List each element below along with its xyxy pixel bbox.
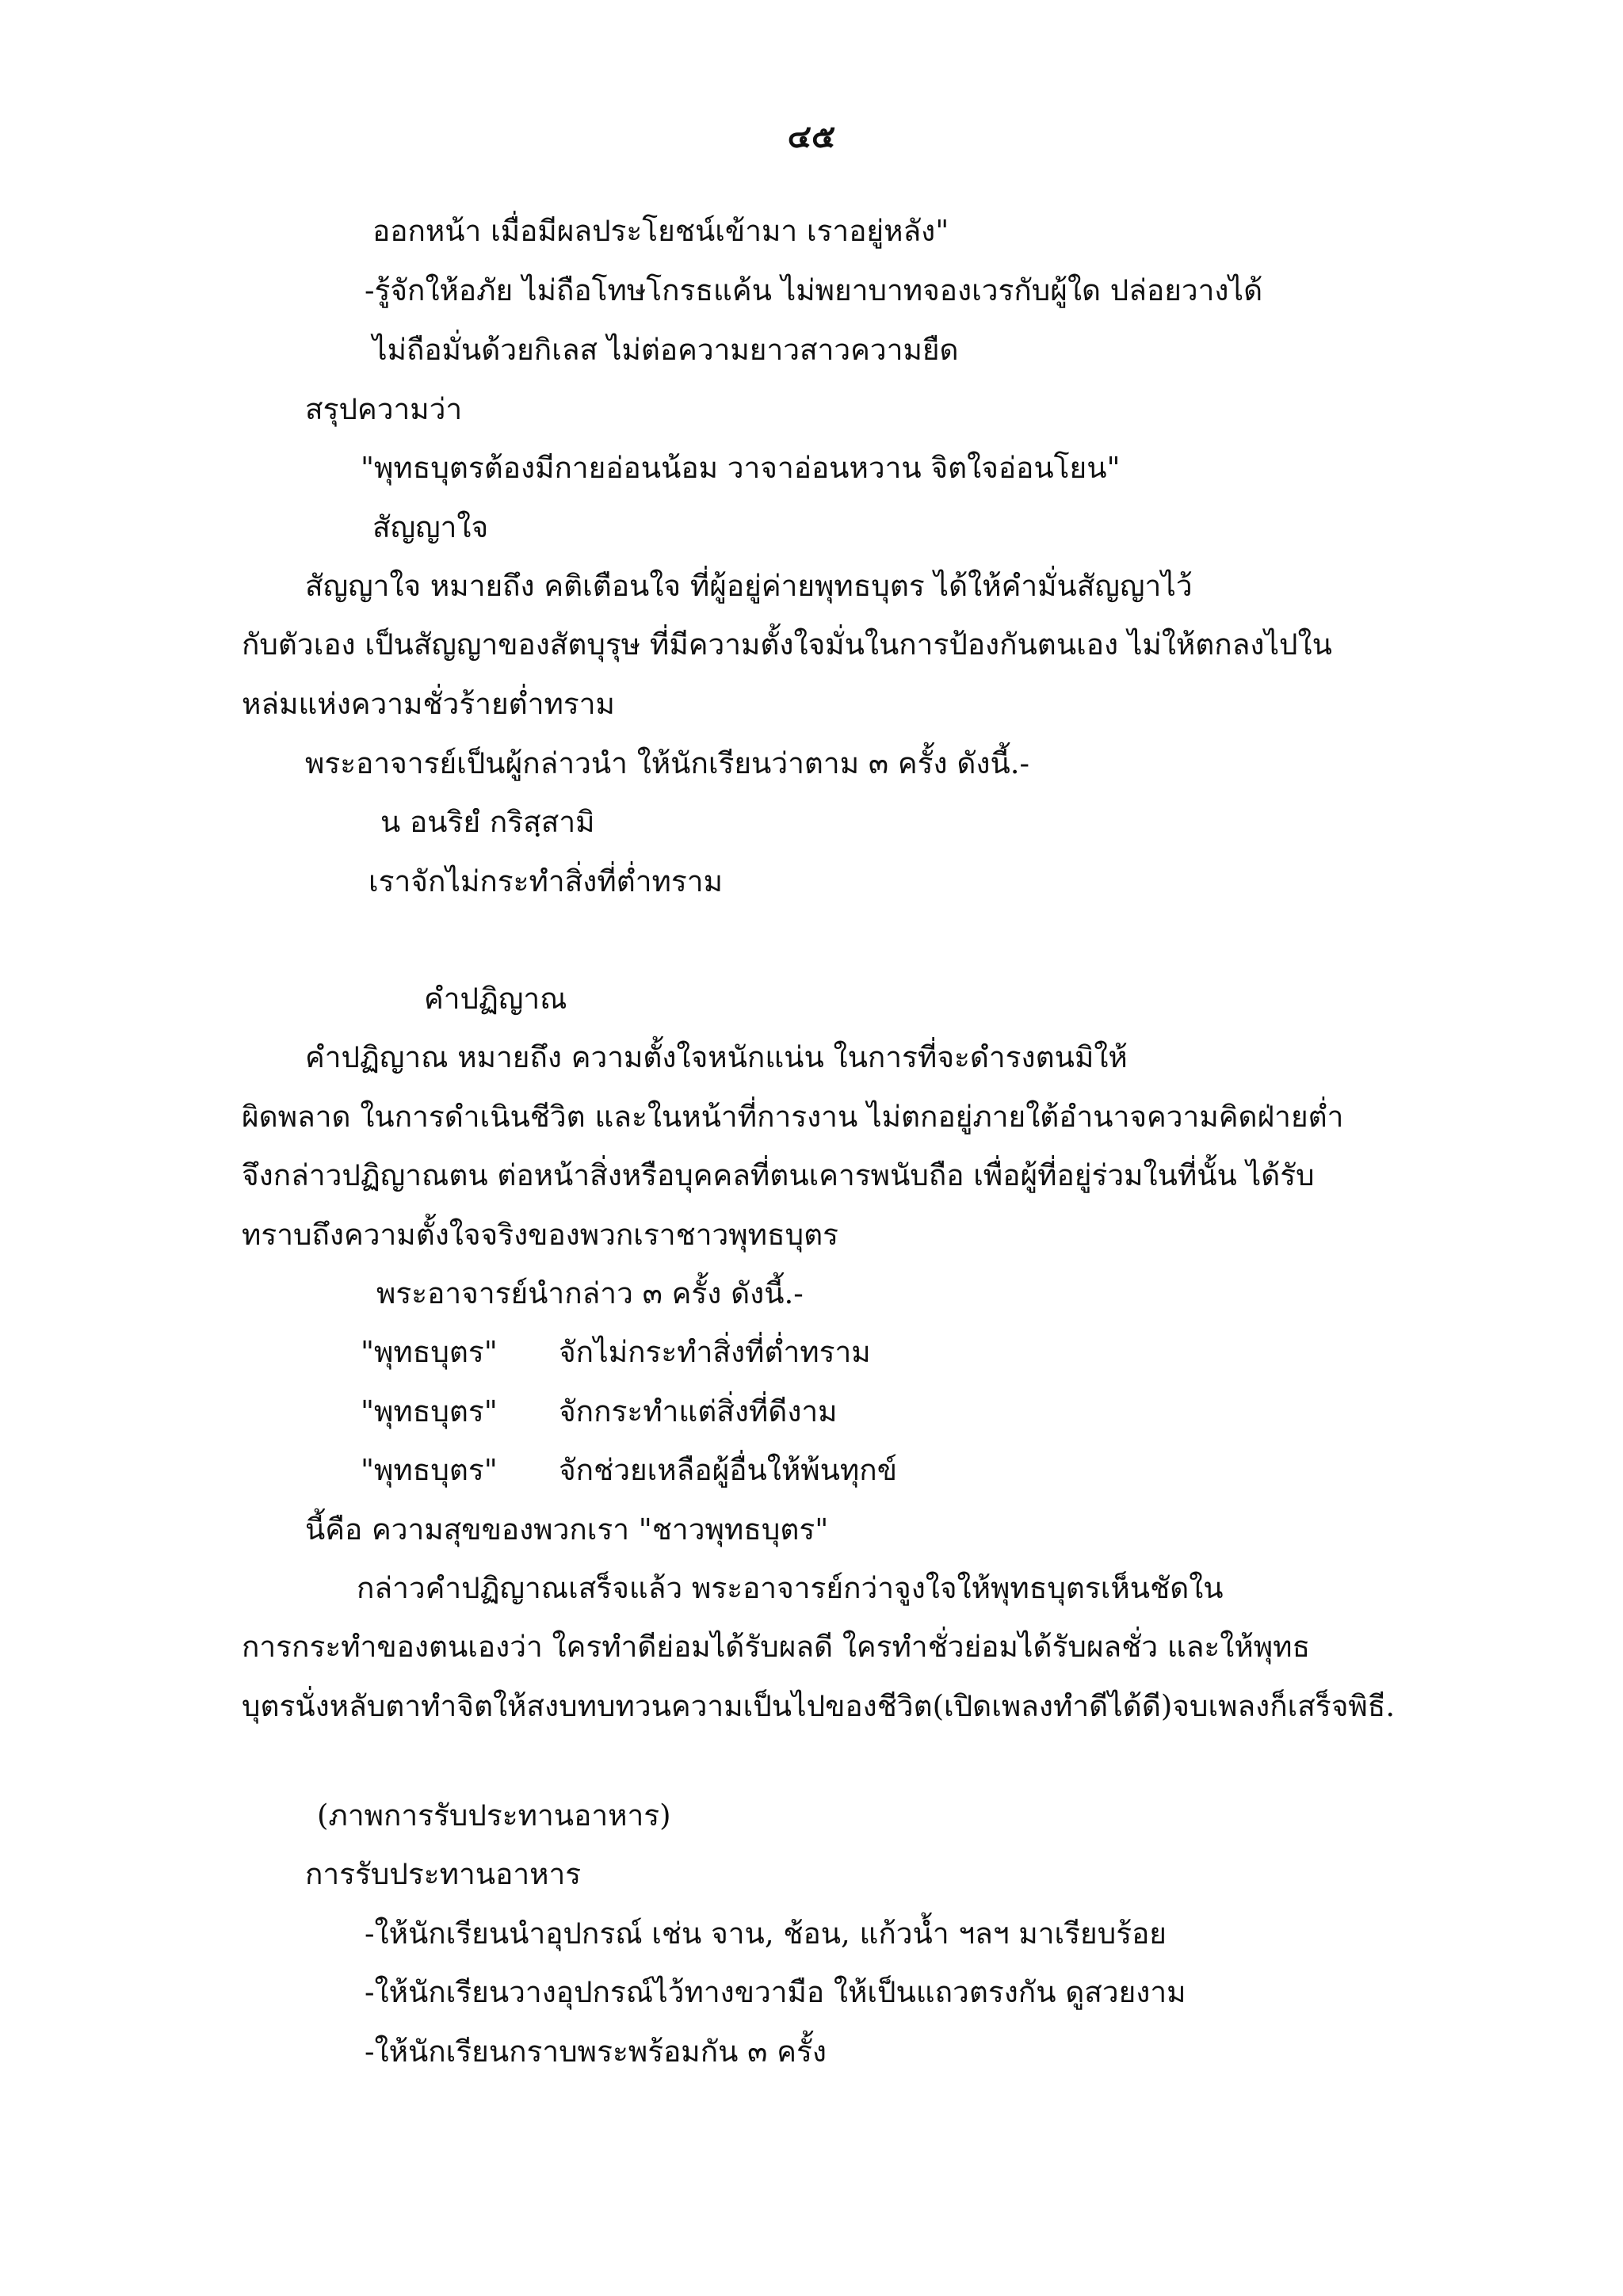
- text-line: บุตรนั่งหลับตาทำจิตให้สงบทบทวนความเป็นไปของชีวิต(เปิดเพลงทำดีได้ดี)จบเพลงก็เสร็จพิธี.: [242, 1689, 1396, 1723]
- text-line: ผิดพลาด ในการดำเนินชีวิต และในหน้าที่การงาน ไม่ตกอยู่ภายใต้อำนาจความคิดฝ่ายต่ำ: [242, 1100, 1344, 1134]
- page-number: ๔๕: [787, 118, 836, 155]
- text-line: สัญญาใจ หมายถึง คติเตือนใจ ที่ผู้อยู่ค่ายพุทธบุตร ได้ให้คำมั่นสัญญาไว้: [305, 569, 1193, 603]
- image-caption: (ภาพการรับประทานอาหาร): [317, 1798, 671, 1833]
- vow-row: [361, 1393, 1074, 1431]
- text-line: จึงกล่าวปฏิญาณตน ต่อหน้าสิ่งหรือบุคคลที่ตนเคารพนับถือ เพื่อผู้ที่อยู่ร่วมในที่นั้น ได้รับ: [242, 1158, 1315, 1192]
- text-line: นี้คือ ความสุขของพวกเรา "ชาวพุทธบุตร": [305, 1512, 829, 1547]
- vow-row: [361, 1333, 1074, 1371]
- text-line: หล่มแห่งความชั่วร้ายต่ำทราม: [242, 687, 615, 721]
- vow-text: จักกระทำแต่สิ่งที่ดีงาม: [559, 1394, 838, 1428]
- bullet-line: -ให้นักเรียนกราบพระพร้อมกัน ๓ ครั้ง: [365, 2035, 827, 2069]
- vow-text: จักไม่กระทำสิ่งที่ต่ำทราม: [559, 1335, 871, 1369]
- text-line: คำปฏิญาณ หมายถึง ความตั้งใจหนักแน่น ในการที่จะดำรงตนมิให้: [305, 1040, 1128, 1074]
- text-line: กล่าวคำปฏิญาณเสร็จแล้ว พระอาจารย์กว่าจูงใจให้พุทธบุตรเห็นชัดใน: [357, 1571, 1224, 1605]
- text-line: กับตัวเอง เป็นสัญญาของสัตบุรุษ ที่มีความตั้งใจมั่นในการป้องกันตนเอง ไม่ให้ตกลงไปใน: [242, 627, 1332, 662]
- bullet-line: -รู้จักให้อภัย ไม่ถือโทษโกรธแค้น ไม่พยาบาทจองเวรกับผู้ใด ปล่อยวางได้: [365, 273, 1263, 307]
- text-line: พระอาจารย์นำกล่าว ๓ ครั้ง ดังนี้.-: [376, 1276, 804, 1310]
- vow-row: [361, 1451, 1074, 1489]
- text-line: การกระทำของตนเองว่า ใครทำดีย่อมได้รับผลดี ใครทำชั่วย่อมได้รับผลชั่ว และให้พุทธ: [242, 1630, 1311, 1664]
- vow-subject: "พุทธบุตร": [361, 1394, 498, 1428]
- text-line: สรุปความว่า: [305, 392, 463, 426]
- text-line: เราจักไม่กระทำสิ่งที่ต่ำทราม: [369, 864, 723, 898]
- section-heading: การรับประทานอาหาร: [305, 1857, 582, 1891]
- text-line: ออกหน้า เมื่อมีผลประโยชน์เข้ามา เราอยู่หลัง": [372, 214, 949, 248]
- pali-line: น อนริยํ กริสฺสามิ: [380, 805, 595, 839]
- vow-subject: "พุทธบุตร": [361, 1335, 498, 1369]
- vow-text: จักช่วยเหลือผู้อื่นให้พ้นทุกข์: [559, 1453, 897, 1487]
- section-heading: คำปฏิญาณ: [424, 982, 567, 1016]
- section-heading: สัญญาใจ: [372, 510, 489, 544]
- text-line: ไม่ถือมั่นด้วยกิเลส ไม่ต่อความยาวสาวความยืด: [372, 333, 959, 367]
- bullet-line: -ให้นักเรียนวางอุปกรณ์ไว้ทางขวามือ ให้เป็นแถวตรงกัน ดูสวยงาม: [365, 1975, 1186, 2009]
- text-line: ทราบถึงความตั้งใจจริงของพวกเราชาวพุทธบุตร: [242, 1218, 839, 1252]
- vow-subject: "พุทธบุตร": [361, 1453, 498, 1487]
- text-line: พระอาจารย์เป็นผู้กล่าวนำ ให้นักเรียนว่าตาม ๓ ครั้ง ดังนี้.-: [305, 746, 1030, 780]
- quote-line: "พุทธบุตรต้องมีกายอ่อนน้อม วาจาอ่อนหวาน จิตใจอ่อนโยน": [361, 451, 1121, 485]
- bullet-line: -ให้นักเรียนนำอุปกรณ์ เช่น จาน, ช้อน, แก้วน้ำ ฯลฯ มาเรียบร้อย: [365, 1917, 1167, 1951]
